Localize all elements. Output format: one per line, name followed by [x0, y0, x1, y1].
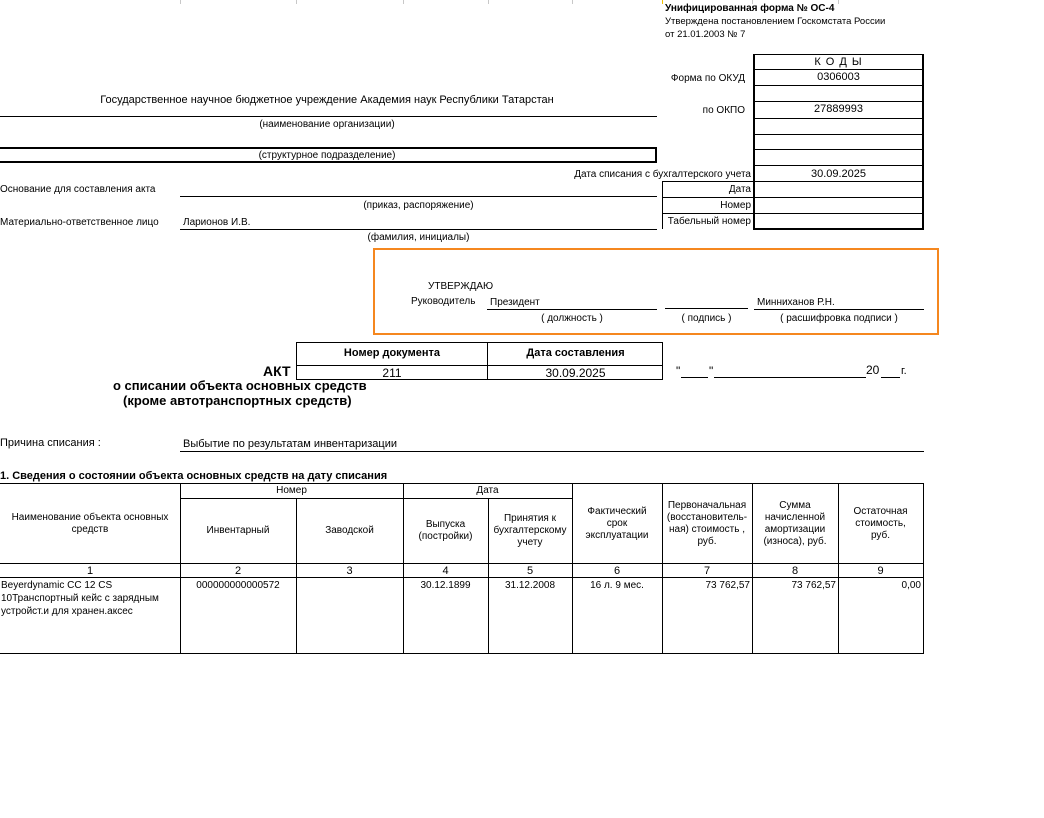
tab-number-label: Табельный номер [667, 216, 751, 227]
col-header-name: Наименование объекта основных средств [11, 511, 169, 535]
col-number-6: 6 [613, 564, 621, 577]
col-header-depreciation: Сумма начисленной амортизации (износа), руб. [763, 499, 827, 547]
col-number-5: 5 [526, 564, 534, 577]
codes-empty-4 [755, 150, 922, 166]
basis-caption: (приказ, распоряжение) [363, 200, 474, 211]
responsible-caption: (фамилия, инициалы) [367, 232, 470, 243]
group-number-header: Номер [276, 485, 307, 496]
col-header-factory: Заводской [325, 524, 374, 536]
date-label: Дата [728, 184, 751, 195]
doc-table [296, 342, 663, 380]
reason-line [180, 451, 924, 452]
group-date-header: Дата [476, 485, 499, 496]
form-approved: Утверждена постановлением Госкомстата России [665, 16, 886, 27]
col-header-residual: Остаточная стоимость, руб. [853, 505, 908, 541]
doc-number-header: Номер документа [343, 347, 441, 359]
writeoff-date-value: 30.09.2025 [755, 166, 922, 182]
year-suffix: г. [901, 365, 907, 377]
tab-number-value [755, 214, 922, 229]
col-number-3: 3 [346, 564, 353, 577]
month-line [714, 377, 866, 378]
responsible-line [180, 229, 657, 230]
signature-caption: ( подпись ) [681, 313, 732, 324]
col-number-7: 7 [703, 564, 711, 577]
doc-number[interactable]: 211 [382, 366, 402, 380]
col-number-4: 4 [442, 564, 449, 577]
row-accepted-date: 31.12.2008 [504, 580, 556, 591]
row-name: Beyerdynamic CC 12 CS 10Транспортный кейс с зарядным устройст.и для хранен.аксес [1, 580, 159, 617]
division-field[interactable] [0, 147, 657, 163]
okud-value: 0306003 [755, 70, 922, 86]
quote-close: " [709, 364, 714, 378]
col-header-accepted: Принятия к бухгалтерскому учету [493, 512, 567, 548]
row-residual: 0,00 [901, 580, 921, 591]
act-subtitle-2: (кроме автотранспортных средств) [123, 393, 352, 408]
col-header-initial-cost: Первоначальная (восстановитель-ная) стоимость , руб. [666, 499, 748, 547]
quote-open: " [676, 364, 681, 378]
row-initial-cost: 73 762,57 [705, 580, 750, 591]
reason-value[interactable]: Выбытие по результатам инвентаризации [183, 438, 398, 450]
act-word: АКТ [263, 363, 291, 379]
responsible-value[interactable]: Ларионов И.В. [183, 217, 251, 228]
number-label: Номер [720, 200, 751, 211]
division-caption: (структурное подразделение) [258, 150, 396, 161]
number-value [755, 198, 922, 214]
organization-caption: (наименование организации) [259, 119, 395, 130]
year-prefix: 20 [866, 363, 880, 377]
writeoff-date-label: Дата списания с бухгалтерского учета [574, 169, 751, 180]
codes-empty-3 [755, 135, 922, 150]
col-number-1: 1 [86, 564, 94, 577]
responsible-label: Материально-ответственное лицо [0, 217, 159, 228]
approve-text: УТВЕРЖДАЮ [428, 281, 494, 292]
codes-empty-2 [755, 119, 922, 135]
head-label: Руководитель [411, 296, 476, 307]
row-inventory: 000000000000572 [196, 580, 280, 591]
okpo-value: 27889993 [755, 102, 922, 119]
position-line [487, 309, 657, 310]
name-value[interactable]: Минниханов Р.Н. [757, 297, 835, 308]
codes-empty-1 [755, 86, 922, 102]
organization-name: Государственное научное бюджетное учреждение Академия наук Республики Татарстан [100, 94, 554, 106]
year-line [881, 377, 900, 378]
doc-date[interactable]: 30.09.2025 [545, 366, 606, 380]
date-number-labels [662, 181, 753, 229]
row-depreciation: 73 762,57 [791, 580, 836, 591]
basis-label: Основание для составления акта [0, 184, 156, 195]
col-header-service-life: Фактический срок эксплуатации [585, 505, 649, 541]
name-line [754, 309, 924, 310]
doc-date-header: Дата составления [526, 347, 625, 359]
okpo-label: по ОКПО [702, 105, 745, 116]
organization-line [0, 116, 657, 117]
position-value[interactable]: Президент [490, 297, 540, 308]
col-number-8: 8 [791, 564, 799, 577]
okud-label: Форма по ОКУД [670, 73, 745, 84]
col-number-2: 2 [234, 564, 242, 577]
codes-block [753, 54, 924, 230]
col-header-inventory: Инвентарный [206, 524, 270, 536]
row-release-date: 30.12.1899 [420, 580, 471, 591]
col-number-9: 9 [877, 564, 884, 577]
day-line [681, 377, 708, 378]
signature-line [665, 308, 748, 309]
col-header-release: Выпуска (постройки) [418, 518, 473, 542]
reason-label: Причина списания : [0, 437, 101, 449]
section1-title: 1. Сведения о состоянии объекта основных средств на дату списания [0, 470, 388, 482]
form-approved-date: от 21.01.2003 № 7 [665, 29, 746, 40]
act-subtitle-1: о списании объекта основных средств [113, 378, 367, 393]
basis-line [180, 196, 657, 197]
codes-header: К О Д Ы [755, 55, 922, 70]
date-value [755, 182, 922, 198]
form-title: Унифицированная форма № ОС-4 [665, 3, 835, 14]
row-service-life: 16 л. 9 мес. [590, 580, 644, 591]
section1-table [0, 483, 924, 654]
position-caption: ( должность ) [541, 313, 603, 324]
name-caption: ( расшифровка подписи ) [780, 313, 898, 324]
